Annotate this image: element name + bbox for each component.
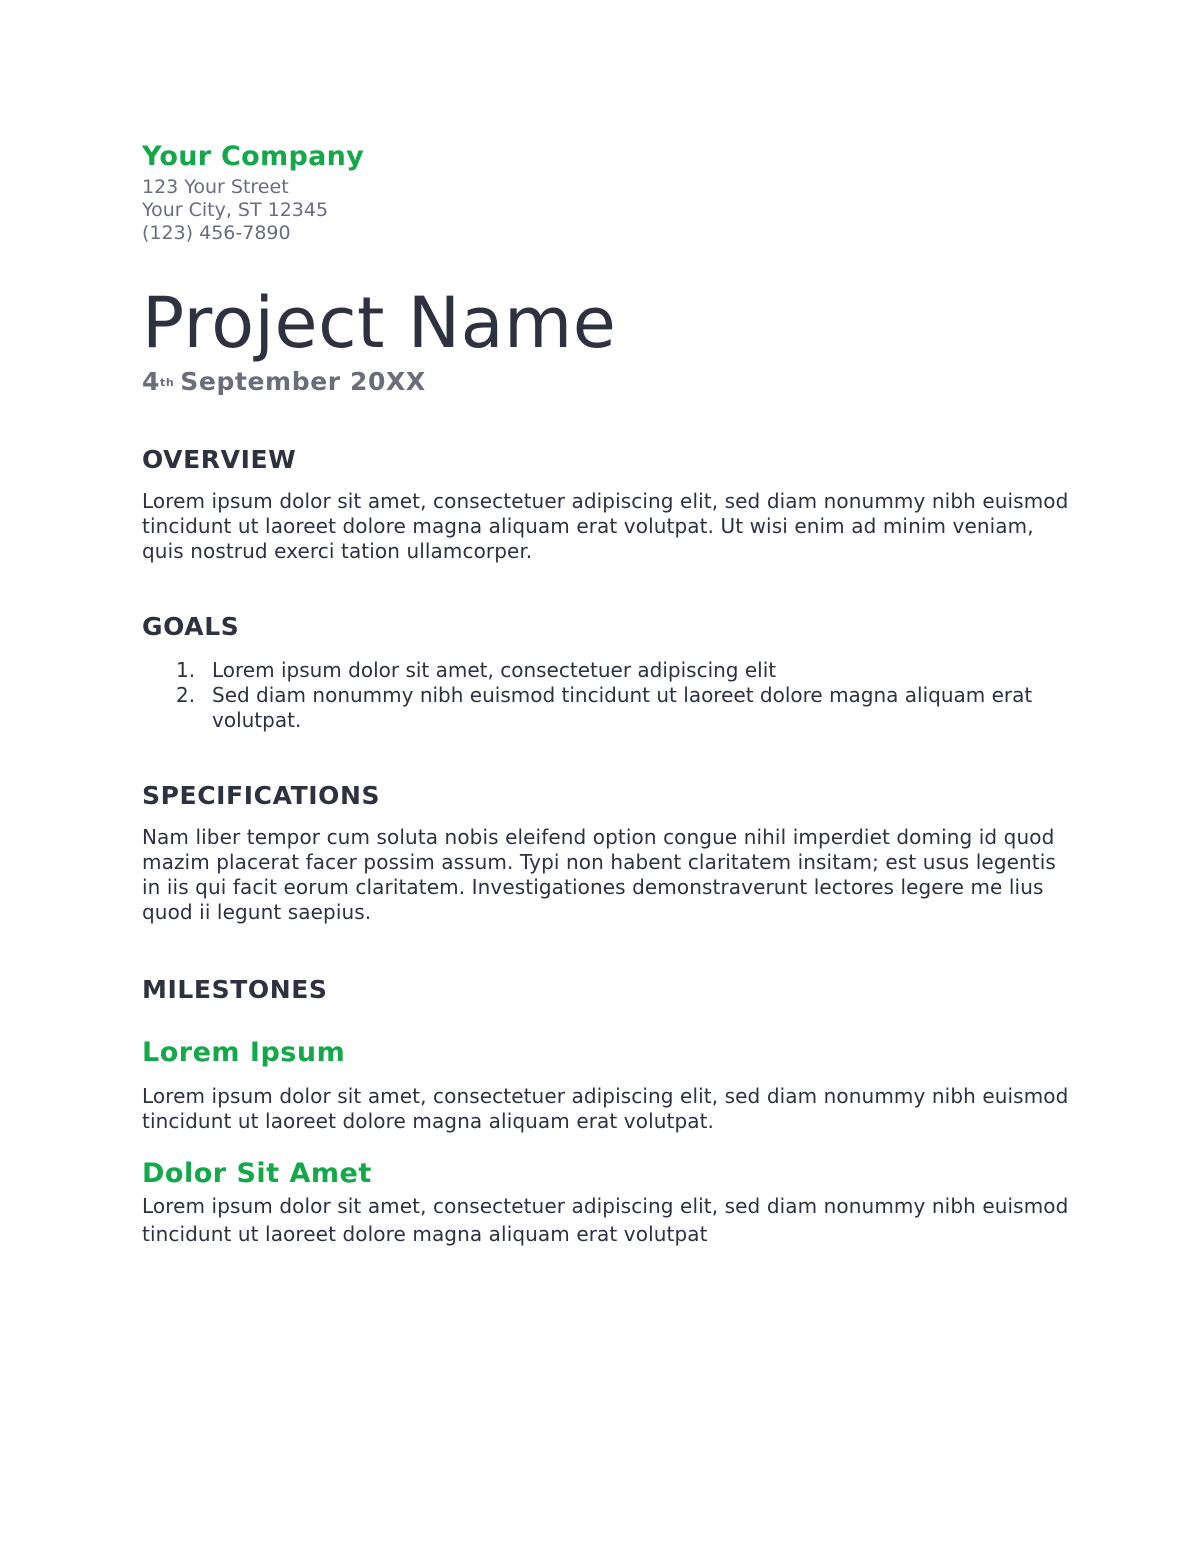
date-suffix: th (160, 376, 175, 389)
milestone-text: Lorem ipsum dolor sit amet, consectetuer adipiscing elit, sed diam nonummy nibh euismod tincidunt ut laoreet dolore magna aliquam erat volutpat. (142, 1084, 1069, 1133)
specifications-section (142, 779, 1072, 925)
goal-text: Sed diam nonummy nibh euismod tincidunt ut laoreet dolore magna aliquam erat volutpat. (212, 683, 1033, 732)
company-city: Your City, ST 12345 (142, 199, 329, 221)
project-date (142, 365, 1072, 400)
date-rest: September 20XX (180, 367, 426, 396)
goal-item (142, 658, 1072, 683)
goals-heading: GOALS (142, 612, 240, 641)
specifications-heading: SPECIFICATIONS (142, 781, 381, 810)
goals-section (142, 610, 1072, 733)
goal-text: Lorem ipsum dolor sit amet, consectetuer adipiscing elit (212, 658, 777, 682)
overview-heading: OVERVIEW (142, 445, 297, 474)
milestone-text: Lorem ipsum dolor sit amet, consectetuer adipiscing elit, sed diam nonummy nibh euismod tincidunt ut laoreet dolore magna aliquam erat volutpat (142, 1194, 1069, 1246)
company-name: Your Company (142, 141, 365, 172)
milestones-heading: MILESTONES (142, 975, 328, 1004)
document-page (142, 138, 1072, 1248)
goal-item (142, 683, 1072, 733)
project-title: Project Name (142, 282, 617, 364)
overview-section (142, 443, 1072, 564)
goal-number: 1. (176, 658, 196, 682)
milestone-item (142, 1156, 1072, 1248)
milestone-title: Dolor Sit Amet (142, 1158, 372, 1189)
goal-number: 2. (176, 683, 196, 707)
milestone-title: Lorem Ipsum (142, 1037, 346, 1068)
specifications-text: Nam liber tempor cum soluta nobis eleifend option congue nihil imperdiet doming id quod mazim placerat facer possim assum. Typi non habent claritatem insitam; est usus legentis in iis qui facit eorum claritatem. Investigationes demonstraverunt lectores legere me lius quod ii legunt saepius. (142, 825, 1056, 924)
milestones-section (142, 973, 1072, 1248)
company-phone: (123) 456-7890 (142, 222, 291, 244)
company-street: 123 Your Street (142, 176, 289, 198)
overview-text: Lorem ipsum dolor sit amet, consectetuer adipiscing elit, sed diam nonummy nibh euismod tincidunt ut laoreet dolore magna aliquam erat volutpat. Ut wisi enim ad minim veniam, quis nostrud exerci tation ullamcorper. (142, 489, 1069, 563)
company-block (142, 138, 1072, 245)
goals-list (142, 658, 1072, 733)
milestone-item (142, 1035, 1072, 1134)
date-day: 4 (142, 367, 160, 396)
